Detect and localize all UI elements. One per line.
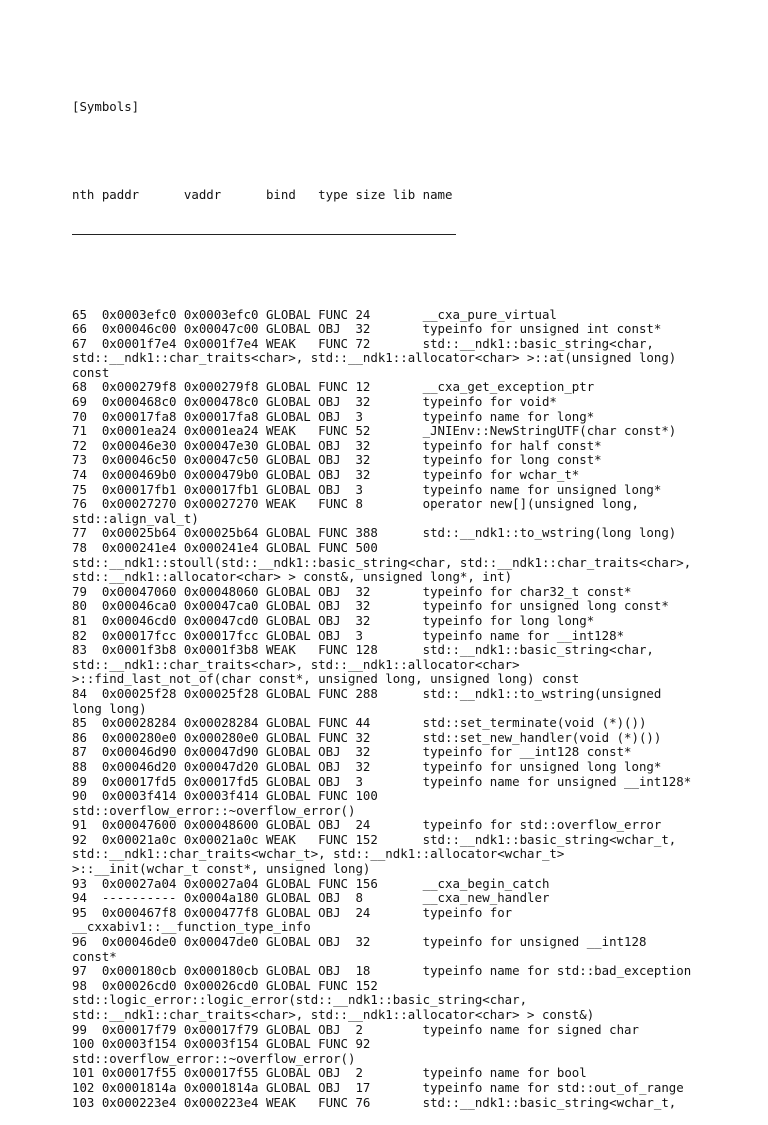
symbol-line: std::__ndk1::allocator<char> > const&, unsigned long*, int) (72, 569, 513, 585)
symbol-line: 103 0x000223e4 0x000223e4 WEAK FUNC 76 std::__ndk1::basic_string<wchar_t, (72, 1094, 677, 1110)
symbol-line: 79 0x00047060 0x00048060 GLOBAL OBJ 32 typeinfo for char32_t const* (72, 583, 632, 599)
symbol-line: 85 0x00028284 0x00028284 GLOBAL FUNC 44 std::set_terminate(void (*)()) (72, 715, 647, 731)
symbol-line: 80 0x00046ca0 0x00047ca0 GLOBAL OBJ 32 typeinfo for unsigned long const* (72, 598, 669, 614)
symbol-line: 88 0x00046d20 0x00047d20 GLOBAL OBJ 32 typeinfo for unsigned long long* (72, 758, 662, 774)
symbol-line: 96 0x00046de0 0x00047de0 GLOBAL OBJ 32 typeinfo for unsigned __int128 (72, 934, 647, 950)
symbol-line: 92 0x00021a0c 0x00021a0c WEAK FUNC 152 std::__ndk1::basic_string<wchar_t, (72, 831, 677, 847)
symbol-line: 68 0x000279f8 0x000279f8 GLOBAL FUNC 12 __cxa_get_exception_ptr (72, 379, 595, 395)
symbol-line: std::overflow_error::~overflow_error() (72, 1050, 356, 1066)
symbol-line: std::__ndk1::stoull(std::__ndk1::basic_string<char, std::__ndk1::char_traits<char>, (72, 554, 692, 570)
symbols-listing (72, 71, 732, 1125)
symbol-line: 100 0x0003f154 0x0003f154 GLOBAL FUNC 92 (72, 1036, 371, 1052)
symbol-line: std::align_val_t) (72, 510, 199, 526)
symbol-line: 87 0x00046d90 0x00047d90 GLOBAL OBJ 32 typeinfo for __int128 const* (72, 744, 632, 760)
symbol-line: 78 0x000241e4 0x000241e4 GLOBAL FUNC 500 (72, 540, 378, 555)
symbol-line: 69 0x000468c0 0x000478c0 GLOBAL OBJ 32 typeinfo for void* (72, 394, 557, 410)
symbol-line: 75 0x00017fb1 0x00017fb1 GLOBAL OBJ 3 typeinfo name for unsigned long* (72, 481, 662, 497)
symbol-line: 65 0x0003efc0 0x0003efc0 GLOBAL FUNC 24 __cxa_pure_virtual (72, 306, 557, 322)
symbol-line: __cxxabiv1::__function_type_info (72, 919, 311, 935)
symbol-line: std::overflow_error::~overflow_error() (72, 802, 356, 818)
symbol-line: 91 0x00047600 0x00048600 GLOBAL OBJ 24 typeinfo for std::overflow_error (72, 817, 662, 833)
symbol-line: std::__ndk1::char_traits<wchar_t>, std::__ndk1::allocator<wchar_t> (72, 846, 565, 862)
symbol-line: 77 0x00025b64 0x00025b64 GLOBAL FUNC 388 std::__ndk1::to_wstring(long long) (72, 525, 677, 541)
symbol-line: 97 0x000180cb 0x000180cb GLOBAL OBJ 18 typeinfo name for std::bad_exception (72, 963, 692, 979)
symbol-line: 95 0x000467f8 0x000477f8 GLOBAL OBJ 24 typeinfo for (72, 904, 513, 920)
symbol-line: std::__ndk1::char_traits<char>, std::__ndk1::allocator<char> >::at(unsigned long) (72, 350, 677, 366)
symbol-line: 82 0x00017fcc 0x00017fcc GLOBAL OBJ 3 typeinfo name for __int128* (72, 627, 625, 643)
column-header: nth paddr vaddr bind type size lib name (72, 186, 453, 202)
symbol-line: 84 0x00025f28 0x00025f28 GLOBAL FUNC 288 std::__ndk1::to_wstring(unsigned (72, 685, 662, 701)
symbol-line: 76 0x00027270 0x00027270 WEAK FUNC 8 operator new[](unsigned long, (72, 496, 639, 512)
symbol-line: 99 0x00017f79 0x00017f79 GLOBAL OBJ 2 typeinfo name for signed char (72, 1021, 639, 1037)
symbol-line: >::__init(wchar_t const*, unsigned long) (72, 861, 371, 877)
symbol-lines (72, 308, 732, 1111)
symbol-line: std::__ndk1::char_traits<char>, std::__ndk1::allocator<char> (72, 656, 520, 672)
symbol-line: std::__ndk1::char_traits<char>, std::__ndk1::allocator<char> > const&) (72, 1007, 595, 1022)
symbol-line: 102 0x0001814a 0x0001814a GLOBAL OBJ 17 typeinfo name for std::out_of_range (72, 1079, 684, 1095)
symbol-line: 81 0x00046cd0 0x00047cd0 GLOBAL OBJ 32 typeinfo for long long* (72, 612, 595, 628)
blank-line (72, 264, 732, 279)
symbol-line: 66 0x00046c00 0x00047c00 GLOBAL OBJ 32 typeinfo for unsigned int const* (72, 321, 662, 337)
symbol-line: 86 0x000280e0 0x000280e0 GLOBAL FUNC 32 std::set_new_handler(void (*)()) (72, 729, 662, 745)
symbol-line: 101 0x00017f55 0x00017f55 GLOBAL OBJ 2 typeinfo name for bool (72, 1065, 587, 1081)
symbol-line: 89 0x00017fd5 0x00017fd5 GLOBAL OBJ 3 typeinfo name for unsigned __int128* (72, 773, 692, 789)
symbol-line: const* (72, 948, 117, 964)
symbol-line: 90 0x0003f414 0x0003f414 GLOBAL FUNC 100 (72, 788, 378, 804)
blank-line (72, 144, 732, 159)
symbol-line: 94 ---------- 0x0004a180 GLOBAL OBJ 8 __cxa_new_handler (72, 890, 550, 906)
symbol-line: 98 0x00026cd0 0x00026cd0 GLOBAL FUNC 152 (72, 977, 378, 993)
symbol-line: long long) (72, 700, 147, 716)
header-rule (72, 234, 456, 235)
symbol-line: std::logic_error::logic_error(std::__ndk1::basic_string<char, (72, 992, 528, 1008)
symbol-line: 73 0x00046c50 0x00047c50 GLOBAL OBJ 32 typeinfo for long const* (72, 452, 602, 468)
symbol-line: 74 0x000469b0 0x000479b0 GLOBAL OBJ 32 typeinfo for wchar_t* (72, 467, 580, 483)
symbol-line: 83 0x0001f3b8 0x0001f3b8 WEAK FUNC 128 std::__ndk1::basic_string<char, (72, 642, 654, 658)
symbol-line: 71 0x0001ea24 0x0001ea24 WEAK FUNC 52 _JNIEnv::NewStringUTF(char const*) (72, 423, 677, 439)
symbol-line: const (72, 364, 110, 380)
symbol-line: 93 0x00027a04 0x00027a04 GLOBAL FUNC 156 __cxa_begin_catch (72, 875, 550, 891)
section-title: [Symbols] (72, 99, 140, 115)
symbol-line: 70 0x00017fa8 0x00017fa8 GLOBAL OBJ 3 typeinfo name for long* (72, 408, 595, 424)
symbol-line: 72 0x00046e30 0x00047e30 GLOBAL OBJ 32 typeinfo for half const* (72, 437, 602, 453)
symbol-line: 67 0x0001f7e4 0x0001f7e4 WEAK FUNC 72 std::__ndk1::basic_string<char, (72, 335, 654, 351)
symbol-line: >::find_last_not_of(char const*, unsigned long, unsigned long) const (72, 671, 580, 687)
